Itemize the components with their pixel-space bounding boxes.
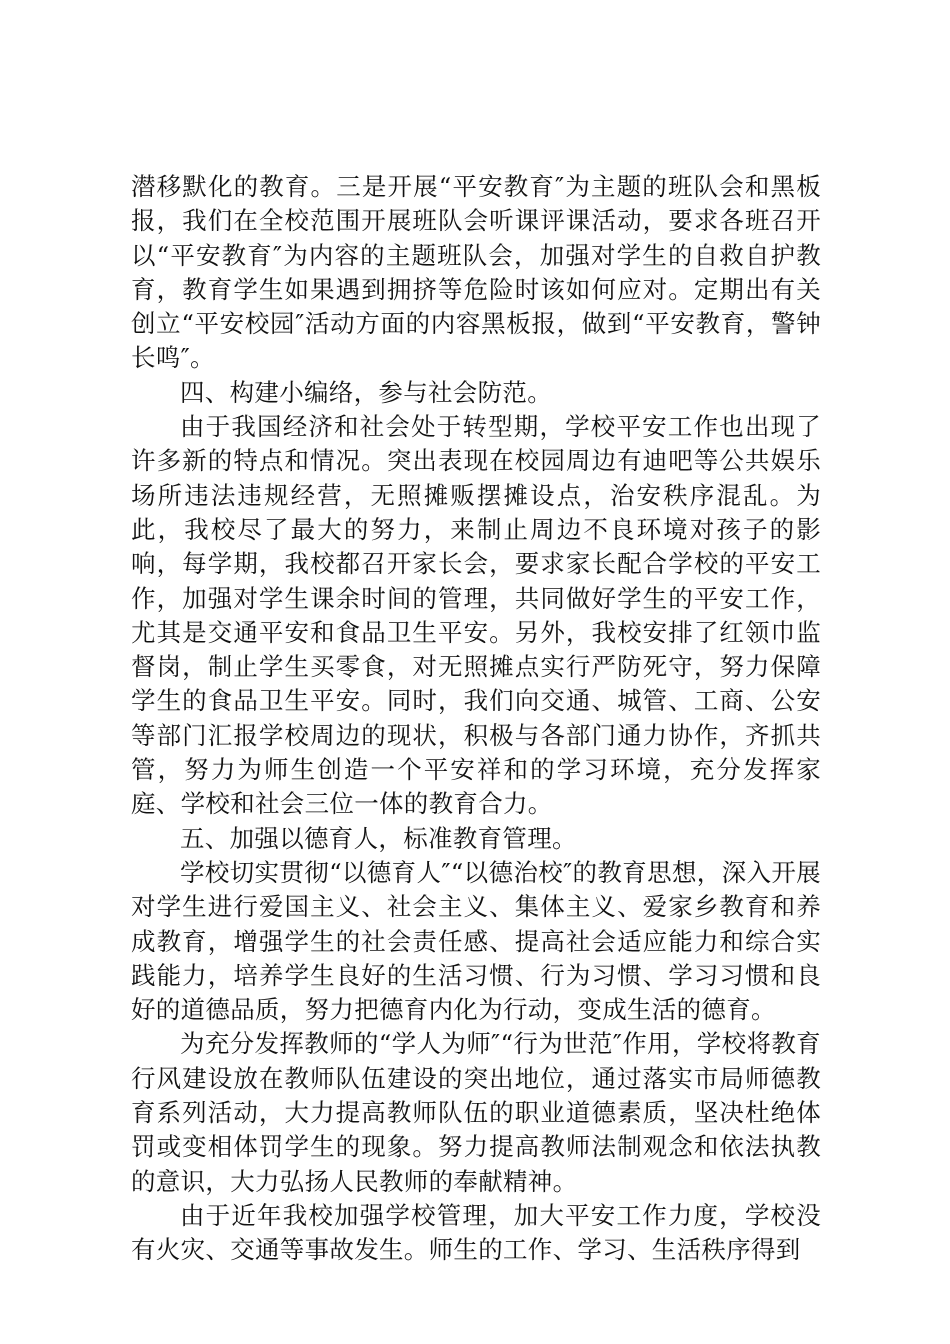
section-heading: 四、构建小编络，参与社会防范。 <box>180 377 552 407</box>
paragraph: 由于我国经济和社会处于转型期，学校平安工作也出现了许多新的特点和情况。突出表现在校园周边有迪吧等公共娱乐场所违法违规经营，无照摊贩摆摊设点，治安秩序混乱。为此，我校尽了最大的努力，来制止周边不良环境对孩子的影响，每学期，我校都召开家长会，要求家长配合学校的平安工作，加强对学生课余时间的管理，共同做好学生的平安工作，尤其是交通平安和食品卫生平安。另外，我校安排了红领巾监督岗，制止学生买零食，对无照摊点实行严防死守，努力保障学生的食品卫生平安。同时，我们向交通、城管、工商、公安等部门汇报学校周边的现状，积极与各部门通力协作，齐抓共管，努力为师生创造一个平安祥和的学习环境，充分发挥家庭、学校和社会三位一体的教育合力。 <box>131 412 821 819</box>
section-heading: 五、加强以德育人，标准教育管理。 <box>180 823 577 853</box>
paragraph: 由于近年我校加强学校管理，加大平安工作力度，学校没有火灾、交通等事故发生。师生的工作、学习、生活秩序得到 <box>131 1200 821 1265</box>
paragraph: 为充分发挥教师的“学人为师″“行为世范″作用，学校将教育行风建设放在教师队伍建设的突出地位，通过落实市局师德教育系列活动，大力提高教师队伍的职业道德素质，坚决杜绝体罚或变相体罚学生的现象。努力提高教师法制观念和依法执教的意识，大力弘扬人民教师的奉献精神。 <box>131 1029 821 1196</box>
paragraph: 潜移默化的教育。三是开展“平安教育″为主题的班队会和黑板报，我们在全校范围开展班队会听课评课活动，要求各班召开以“平安教育″为内容的主题班队会，加强对学生的自救自护教育，教育学生如果遇到拥挤等危险时该如何应对。定期出有关创立“平安校园″活动方面的内容黑板报，做到“平安教育，警钟长鸣″。 <box>131 172 821 373</box>
paragraph: 学校切实贯彻“以德育人″“以德治校″的教育思想，深入开展对学生进行爱国主义、社会主义、集体主义、爱家乡教育和养成教育，增强学生的社会责任感、提高社会适应能力和综合实践能力，培养学生良好的生活习惯、行为习惯、学习习惯和良好的道德品质，努力把德育内化为行动，变成生活的德育。 <box>131 857 821 1025</box>
document-body <box>131 170 821 1268</box>
